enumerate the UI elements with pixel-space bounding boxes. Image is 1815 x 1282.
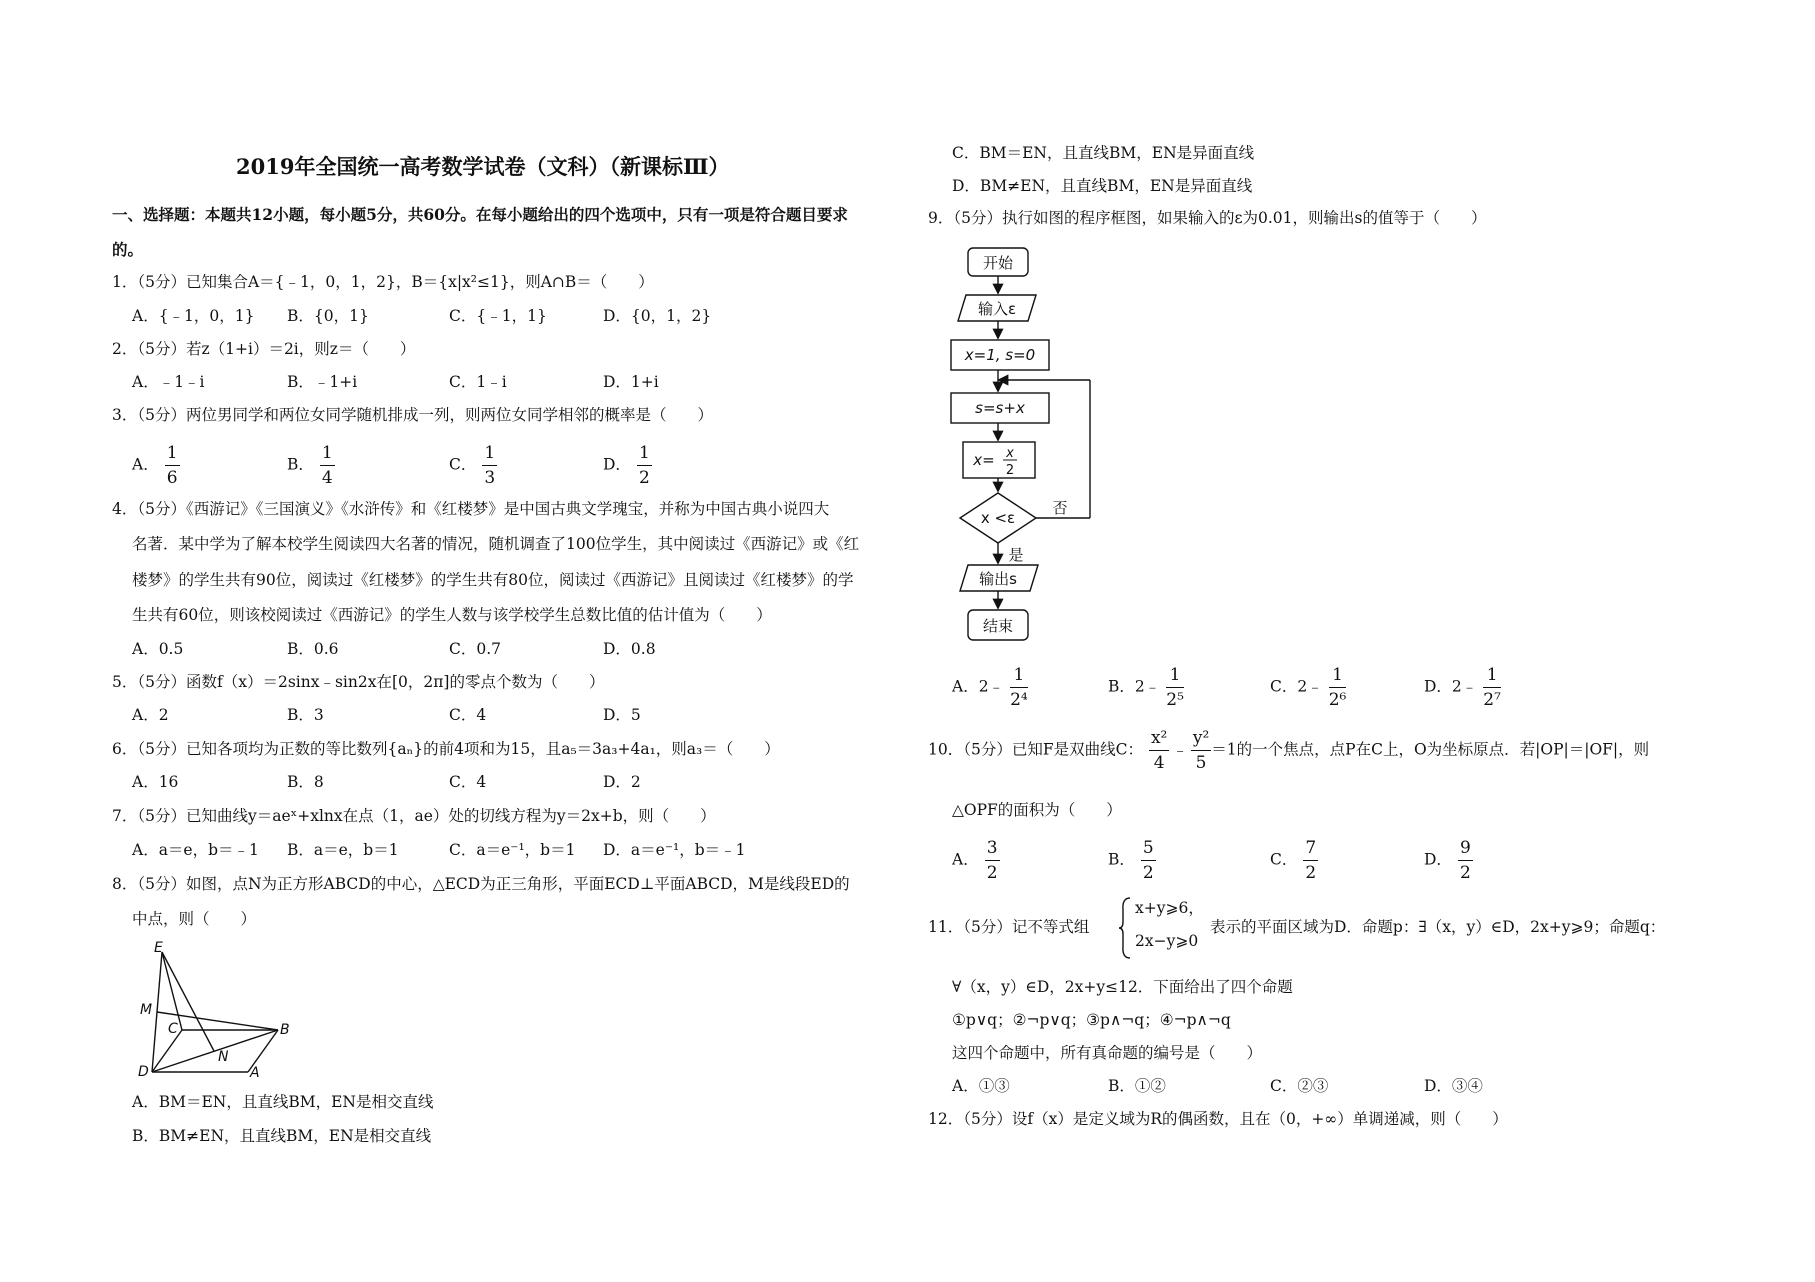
- point-b-label: B: [280, 1022, 290, 1038]
- question-5-option-a: A．2: [132, 706, 169, 724]
- fraction: $\frac{3}{2}$: [986, 838, 998, 883]
- flow-output: 输出s: [979, 570, 1017, 588]
- question-3-option-d: D． $\frac{1}{2}$: [603, 443, 650, 488]
- question-4-option-a: A．0.5: [132, 640, 184, 658]
- question-11-option-b: B．①②: [1108, 1077, 1166, 1095]
- point-e-label: E: [154, 940, 163, 956]
- fraction: $\frac{\text{y²}}{5}$: [1192, 728, 1210, 773]
- question-9-option-b: B．2﹣ $\frac{1}{\text{2⁵}}$: [1108, 665, 1184, 710]
- page-title: 2019年全国统一高考数学试卷（文科）（新课标Ⅲ）: [236, 154, 730, 179]
- flow-update-x-den: 2: [1005, 463, 1015, 478]
- question-2-option-d: D．1+i: [603, 373, 659, 391]
- fraction: $\frac{7}{2}$: [1305, 838, 1317, 883]
- question-8-option-b: B．BM≠EN，且直线BM，EN是相交直线: [132, 1127, 432, 1145]
- question-7-stem: 7．（5分）已知曲线y＝aeˣ+xlnx在点（1，ae）处的切线方程为y＝2x+b，则（ ）: [112, 807, 716, 825]
- question-11-line4: 这四个命题中，所有真命题的编号是（ ）: [952, 1044, 1263, 1062]
- flow-update-x-num: x: [1006, 446, 1014, 461]
- flow-update-x-lhs: x=: [973, 451, 995, 469]
- question-9-stem: 9．（5分）执行如图的程序框图，如果输入的ε为0.01，则输出s的值等于（ ）: [928, 209, 1487, 227]
- fraction: $\frac{1}{\text{2⁵}}$: [1166, 665, 1184, 710]
- question-5-stem: 5．（5分）函数f（x）＝2sinx﹣sin2x在[0，2π]的零点个数为（ ）: [112, 673, 605, 691]
- question-11-system-line2: 2x−y⩾0: [1135, 932, 1199, 950]
- question-11-line2: ∀（x，y）∈D，2x+y≤12．下面给出了四个命题: [952, 978, 1293, 996]
- question-8-option-a: A．BM＝EN，且直线BM，EN是相交直线: [132, 1093, 434, 1111]
- fraction: $\frac{1}{4}$: [321, 443, 333, 488]
- flow-start: 开始: [982, 254, 1014, 272]
- fraction: $\frac{1}{\text{2⁴}}$: [1010, 665, 1028, 710]
- question-11-pre: 11．（5分）记不等式组: [928, 918, 1090, 936]
- question-1-option-c: C．{﹣1，1}: [449, 307, 547, 325]
- point-c-label: C: [168, 1021, 178, 1037]
- question-6-option-b: B．8: [287, 773, 324, 791]
- section-heading-line2: 的。: [112, 240, 144, 259]
- question-12-stem: 12．（5分）设f（x）是定义域为R的偶函数，且在（0，+∞）单调递减，则（ ）: [928, 1110, 1508, 1128]
- flow-update-s: s=s+x: [975, 399, 1025, 417]
- flow-condition: x <ε: [980, 509, 1016, 527]
- question-10-line2: △OPF的面积为（ ）: [952, 801, 1122, 819]
- question-1-stem: 1．（5分）已知集合A＝{﹣1，0，1，2}，B＝{x|x²≤1}，则A∩B＝（ ）: [112, 273, 654, 291]
- fraction: $\frac{1}{6}$: [166, 443, 178, 488]
- question-9-option-d: D．2﹣ $\frac{1}{\text{2⁷}}$: [1424, 665, 1501, 710]
- point-d-label: D: [138, 1064, 149, 1080]
- question-7-option-b: B．a＝e，b＝1: [287, 841, 399, 859]
- question-8-line2: 中点，则（ ）: [132, 910, 257, 928]
- question-10-option-c: C． $\frac{7}{2}$: [1270, 838, 1317, 883]
- question-11-option-c: C．②③: [1270, 1077, 1329, 1095]
- section-heading-line1: 一、选择题：本题共12小题，每小题5分，共60分。在每小题给出的四个选项中，只有一项是符合题目要求: [112, 205, 848, 224]
- question-4-option-b: B．0.6: [287, 640, 339, 658]
- question-8-line1: 8．（5分）如图，点N为正方形ABCD的中心，△ECD为正三角形，平面ECD⊥平面ABCD，M是线段ED的: [112, 875, 850, 893]
- fraction: $\frac{9}{2}$: [1459, 838, 1471, 883]
- geometry-figure: [130, 940, 310, 1080]
- question-3-option-b: B． $\frac{1}{4}$: [287, 443, 333, 488]
- fraction: $\frac{5}{2}$: [1142, 838, 1154, 883]
- question-2-option-c: C．1﹣i: [449, 373, 507, 391]
- question-11-post: 表示的平面区域为D．命题p：∃（x，y）∈D，2x+y⩾9；命题q：: [1210, 918, 1666, 936]
- question-2-option-b: B．﹣1+i: [287, 373, 358, 391]
- question-4-line4: 生共有60位，则该校阅读过《西游记》的学生人数与该学校学生总数比值的估计值为（ ）: [132, 606, 772, 624]
- question-9-option-a: A．2﹣ $\frac{1}{\text{2⁴}}$: [952, 665, 1028, 710]
- question-7-option-c: C．a＝e⁻¹，b＝1: [449, 841, 576, 859]
- flow-no-label: 否: [1052, 499, 1068, 517]
- question-8-option-c: C．BM＝EN，且直线BM，EN是异面直线: [952, 144, 1255, 162]
- question-4-line3: 楼梦》的学生共有90位，阅读过《红楼梦》的学生共有80位，阅读过《西游记》且阅读过《红楼梦》的学: [132, 571, 854, 589]
- point-n-label: N: [218, 1049, 229, 1065]
- question-5-option-b: B．3: [287, 706, 324, 724]
- flow-init: x=1, s=0: [964, 346, 1036, 364]
- point-m-label: M: [140, 1002, 153, 1018]
- question-10-option-b: B． $\frac{5}{2}$: [1108, 838, 1154, 883]
- question-2-option-a: A．﹣1﹣i: [132, 373, 205, 391]
- question-8-option-d: D．BM≠EN，且直线BM，EN是异面直线: [952, 177, 1253, 195]
- question-3-stem: 3．（5分）两位男同学和两位女同学随机排成一列，则两位女同学相邻的概率是（ ）: [112, 406, 713, 424]
- question-3-option-c: C． $\frac{1}{3}$: [449, 443, 496, 488]
- question-4-option-d: D．0.8: [603, 640, 656, 658]
- flowchart: [948, 240, 1118, 650]
- question-1-option-a: A．{﹣1，0，1}: [132, 307, 255, 325]
- question-4-line2: 名著．某中学为了解本校学生阅读四大名著的情况，随机调查了100位学生，其中阅读过《西游记》或《红: [132, 535, 860, 553]
- flow-end: 结束: [982, 617, 1014, 635]
- question-6-option-d: D．2: [603, 773, 641, 791]
- question-7-option-d: D．a＝e⁻¹，b＝﹣1: [603, 841, 746, 859]
- question-10-line1: 10．（5分）已知F是双曲线C： $\frac{\text{x²}}{4}$ ﹣ $\frac{\text{y²}}{5}$ ＝1的一个焦点，点P在C上，O为坐标原点．若|OP|＝|OF|，则: [928, 728, 1650, 773]
- question-6-stem: 6．（5分）已知各项均为正数的等比数列{aₙ}的前4项和为15，且a₅＝3a₃+4a₁，则a₃＝（ ）: [112, 740, 780, 758]
- question-3-option-a: A． $\frac{1}{6}$: [132, 443, 178, 488]
- question-9-option-c: C．2﹣ $\frac{1}{\text{2⁶}}$: [1270, 665, 1347, 710]
- question-2-stem: 2．（5分）若z（1+i）＝2i，则z＝（ ）: [112, 340, 416, 358]
- fraction: $\frac{\text{x²}}{4}$: [1150, 728, 1168, 773]
- question-5-option-c: C．4: [449, 706, 487, 724]
- question-7-option-a: A．a＝e，b＝﹣1: [132, 841, 259, 859]
- question-1-option-d: D．{0，1，2}: [603, 307, 712, 325]
- question-5-option-d: D．5: [603, 706, 641, 724]
- question-11-option-a: A．①③: [952, 1077, 1010, 1095]
- question-4-option-c: C．0.7: [449, 640, 502, 658]
- question-11-line3: ①p∨q；②¬p∨q；③p∧¬q；④¬p∧¬q: [952, 1011, 1231, 1029]
- point-a-label: A: [250, 1065, 260, 1080]
- question-11-system-line1: x+y⩾6，: [1135, 899, 1204, 917]
- question-10-option-a: A． $\frac{3}{2}$: [952, 838, 998, 883]
- question-6-option-a: A．16: [132, 773, 179, 791]
- question-1-option-b: B．{0，1}: [287, 307, 369, 325]
- flow-yes-label: 是: [1008, 546, 1024, 564]
- question-4-line1: 4．（5分）《西游记》《三国演义》《水浒传》和《红楼梦》是中国古典文学瑰宝，并称为中国古典小说四大: [112, 500, 830, 518]
- fraction: $\frac{1}{\text{2⁶}}$: [1328, 665, 1347, 710]
- fraction: $\frac{1}{3}$: [484, 443, 496, 488]
- question-10-option-d: D． $\frac{9}{2}$: [1424, 838, 1471, 883]
- flow-input: 输入ε: [977, 300, 1017, 318]
- question-6-option-c: C．4: [449, 773, 487, 791]
- fraction: $\frac{1}{2}$: [638, 443, 650, 488]
- question-11-option-d: D．③④: [1424, 1077, 1483, 1095]
- fraction: $\frac{1}{\text{2⁷}}$: [1483, 665, 1501, 710]
- system-brace: [1118, 896, 1132, 960]
